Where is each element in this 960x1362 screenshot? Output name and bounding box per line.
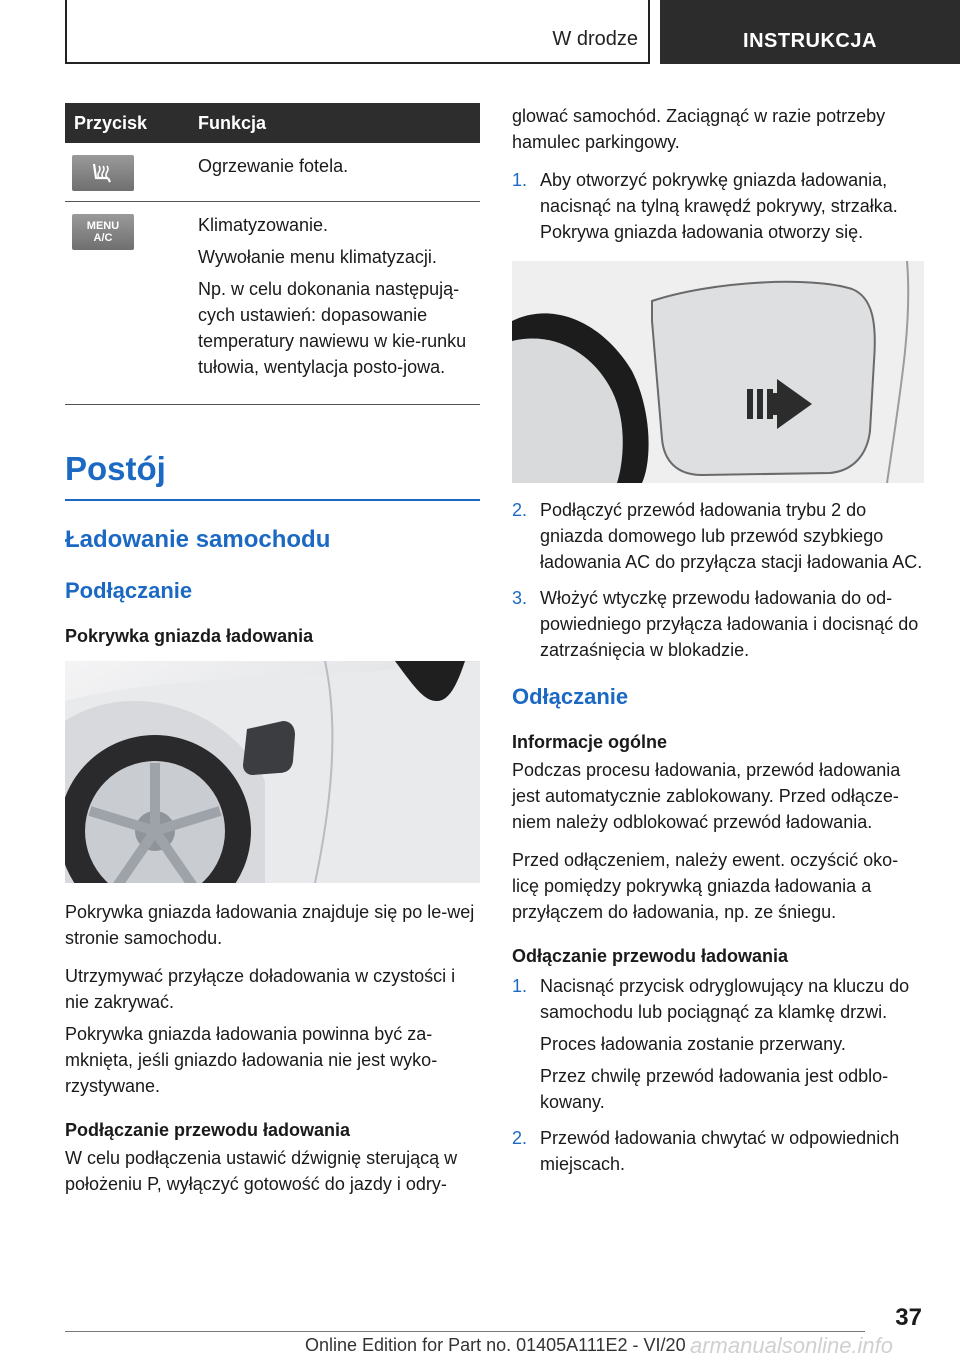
table-row	[65, 202, 480, 405]
paragraph: Pokrywka gniazda ładowania znajduje się po le-wej stronie samochodu.	[65, 902, 475, 948]
function-text: Np. w celu dokonania następują-cych ustawień: dopasowanie temperatury nawiewu w kie-runku tułowia, wentylacja posto-jowa.	[198, 279, 467, 377]
steps-list	[512, 167, 924, 245]
section-heading-postoj: Postój	[65, 450, 166, 487]
heading-connect-cable: Podłączanie przewodu ładowania	[65, 1120, 351, 1140]
header-rule-bottom	[65, 62, 650, 64]
step-text: Podłączyć przewód ładowania trybu 2 do gniazda domowego lub przewód szybkiego ładowania AC do przyłącza stacji ładowania AC.	[540, 500, 923, 572]
table-header-button: Przycisk	[65, 103, 198, 143]
left-column	[65, 103, 480, 1197]
header-rule-divider	[648, 0, 650, 64]
list-item	[512, 973, 924, 1115]
paragraph: Przed odłączeniem, należy ewent. oczyścić oko-licę pomiędzy pokrywką gniazda ładowania a przyłączem do ładowania, np. ze śniegu.	[512, 850, 899, 922]
step-text: Aby otworzyć pokrywkę gniazda ładowania, nacisnąć na tylną krawędź pokrywy, strzałka. Pokrywa gniazda ładowania otworzy się.	[540, 170, 898, 242]
table-row	[65, 143, 480, 202]
step-number: 3.	[512, 588, 528, 608]
step-subtext: Przez chwilę przewód ładowania jest odblo-kowany.	[540, 1066, 889, 1112]
function-text: Wywołanie menu klimatyzacji.	[198, 247, 437, 267]
menu-ac-icon-label-bottom: A/C	[93, 232, 113, 244]
paragraph: Pokrywka gniazda ładowania powinna być za-mknięta, jeśli gniazdo ładowania nie jest wyko-rzystywane.	[65, 1024, 438, 1096]
seat-heating-icon	[72, 155, 134, 191]
header-rule-left	[65, 0, 67, 64]
subsection-heading-charging: Ładowanie samochodu	[65, 526, 331, 553]
footer-rule	[65, 1331, 865, 1332]
table-cell-button	[65, 202, 198, 405]
step-text: Przewód ładowania chwytać w odpowiednich miejscach.	[540, 1128, 900, 1174]
step-subtext: Proces ładowania zostanie przerwany.	[540, 1034, 846, 1054]
steps-list	[512, 973, 924, 1177]
car-charging-cover-photo	[65, 661, 480, 883]
list-item	[512, 497, 924, 575]
menu-ac-icon	[72, 214, 134, 250]
step-number: 2.	[512, 500, 528, 520]
heading-general-info: Informacje ogólne	[512, 732, 668, 752]
button-function-table	[65, 103, 480, 405]
table-header-function: Funkcja	[198, 103, 480, 143]
list-item	[512, 1125, 924, 1177]
function-text: Ogrzewanie fotela.	[198, 156, 349, 176]
table-cell-function	[198, 202, 480, 405]
steps-list	[512, 497, 924, 663]
step-number: 2.	[512, 1128, 528, 1148]
paragraph: W celu podłączenia ustawić dźwignię sterującą w położeniu P, wyłączyć gotowość do jazdy i odry-	[65, 1148, 458, 1194]
step-number: 1.	[512, 170, 528, 190]
right-column	[512, 103, 924, 1187]
charging-cover-arrow-photo	[512, 261, 924, 483]
paragraph: glować samochód. Zaciągnąć w razie potrzeby hamulec parkingowy.	[512, 106, 886, 152]
subsection-heading-disconnecting: Odłączanie	[512, 684, 629, 709]
header-section-title: W drodze	[552, 28, 638, 50]
paragraph: Podczas procesu ładowania, przewód ładowania jest automatycznie zablokowany. Przed odłącze-niem należy odblokować przewód ładowania.	[512, 760, 901, 832]
paragraph: Utrzymywać przyłącze doładowania w czystości i nie zakrywać.	[65, 966, 456, 1012]
footer-edition: Online Edition for Part no. 01405A111E2 - VI/20	[305, 1335, 686, 1355]
list-item	[512, 167, 924, 245]
header-chapter-tab[interactable]: INSTRUKCJA	[660, 0, 960, 64]
function-text: Klimatyzowanie.	[198, 215, 329, 235]
footer-watermark: armanualsonline.info	[690, 1333, 894, 1358]
subsection-heading-connecting: Podłączanie	[65, 578, 193, 603]
list-item	[512, 585, 924, 663]
table-cell-function	[198, 143, 480, 202]
page-number: 37	[895, 1304, 922, 1331]
table-cell-button	[65, 143, 198, 202]
step-text: Włożyć wtyczkę przewodu ładowania do od-powiedniego przyłącza ładowania i docisnąć do zatrzaśnięcia w blokadzie.	[540, 588, 919, 660]
step-number: 1.	[512, 976, 528, 996]
menu-ac-icon-label-top: MENU	[86, 220, 120, 232]
heading-disconnect-cable: Odłączanie przewodu ładowania	[512, 946, 789, 966]
step-text: Nacisnąć przycisk odryglowujący na kluczu do samochodu lub pociągnąć za klamkę drzwi.	[540, 976, 910, 1022]
heading-charging-cover: Pokrywka gniazda ładowania	[65, 626, 314, 646]
section-rule	[65, 499, 480, 501]
